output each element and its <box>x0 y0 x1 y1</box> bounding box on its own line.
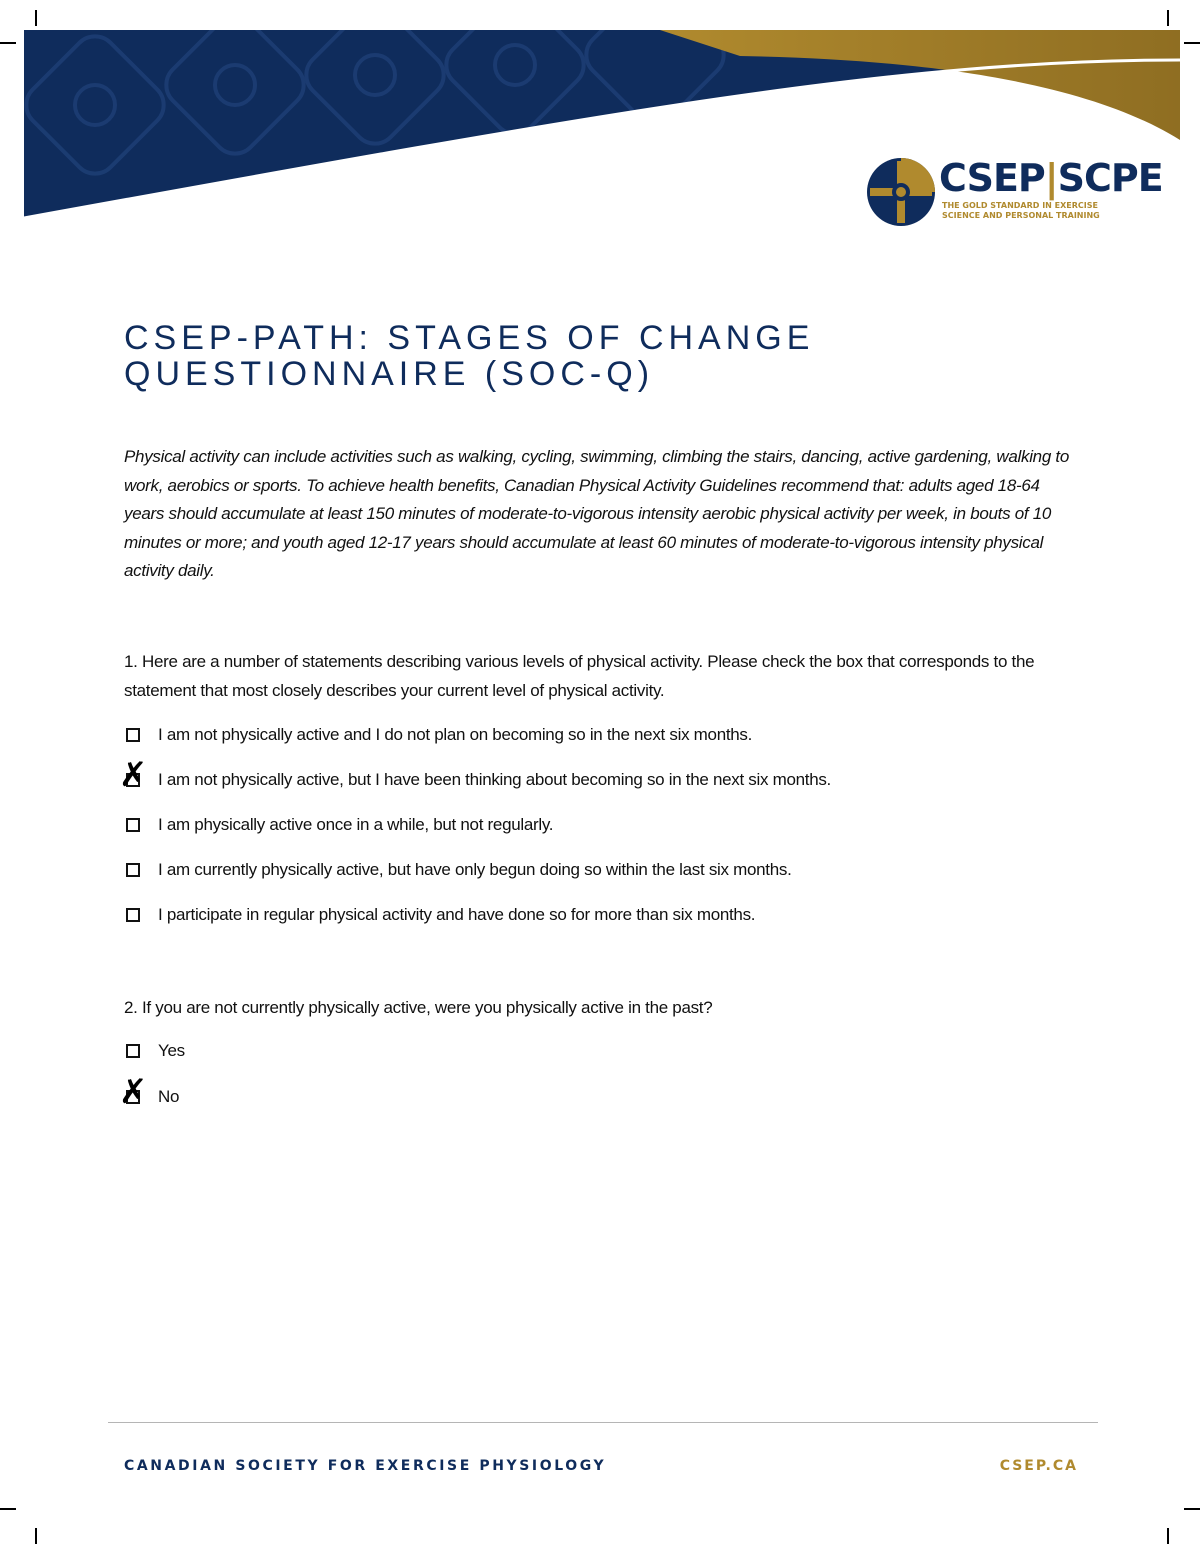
option-label: Yes <box>158 1041 185 1060</box>
checkbox[interactable] <box>126 863 140 877</box>
question-1-text: 1. Here are a number of statements describing various levels of physical activity. Please check the box that corresponds to the statement that most closely describes your current level of physical activity. <box>124 652 1035 700</box>
footer-website-link[interactable]: CSEP.CA <box>999 1458 1078 1474</box>
checkbox[interactable] <box>126 818 140 832</box>
question-1-option-4[interactable] <box>124 858 1124 882</box>
crop-mark <box>0 1508 16 1510</box>
checkbox[interactable] <box>126 908 140 922</box>
question-1-option-3[interactable] <box>124 813 1124 837</box>
logo-wordmark: CSEP|SCPE <box>939 156 1163 200</box>
checkbox[interactable] <box>126 1044 140 1058</box>
option-label: No <box>158 1087 180 1106</box>
logo-tagline: THE GOLD STANDARD IN EXERCISE SCIENCE AND PERSONAL TRAINING <box>942 201 1100 220</box>
intro-paragraph: Physical activity can include activities such as walking, cycling, swimming, climbing the stairs, dancing, active gardening, walking to work, aerobics or sports. To achieve health benefits, Canadian Physical Activity Guidelines recommend that: adults aged 18-64 years should accumulate at least 150 minutes of moderate-to-vigorous intensity aerobic physical activity per week, in bouts of 10 minutes or more; and youth aged 12-17 years should accumulate at least 60 minutes of moderate-to-vigorous intensity physical activity daily. <box>124 447 1069 580</box>
question-2-option-yes[interactable] <box>124 1039 1124 1063</box>
csep-logo[interactable] <box>866 156 1163 231</box>
csep-emblem-icon <box>866 157 936 227</box>
option-label: I participate in regular physical activity and have done so for more than six months. <box>158 905 756 924</box>
check-x-icon: ✗ <box>118 1072 148 1112</box>
question-1-option-2[interactable] <box>118 755 1124 795</box>
crop-mark <box>1184 1508 1200 1510</box>
option-label: I am not physically active and I do not plan on becoming so in the next six months. <box>158 725 753 744</box>
footer-organization: CANADIAN SOCIETY FOR EXERCISE PHYSIOLOGY <box>124 1458 607 1474</box>
check-x-icon: ✗ <box>118 755 148 795</box>
crop-mark <box>35 1528 37 1544</box>
page-title: CSEP-PATH: STAGES OF CHANGE QUESTIONNAIRE (SOC-Q) <box>124 319 815 393</box>
crop-mark <box>1167 1528 1169 1544</box>
option-label: I am physically active once in a while, but not regularly. <box>158 815 554 834</box>
option-label: I am currently physically active, but have only begun doing so within the last six months. <box>158 860 792 879</box>
question-2-option-no[interactable] <box>118 1072 1124 1112</box>
footer-divider <box>108 1422 1098 1423</box>
option-label: I am not physically active, but I have been thinking about becoming so in the next six months. <box>158 770 831 789</box>
question-2-text: 2. If you are not currently physically active, were you physically active in the past? <box>124 998 713 1017</box>
question-1-option-5[interactable] <box>124 903 1124 927</box>
checkbox[interactable] <box>126 728 140 742</box>
question-1-option-1[interactable] <box>124 723 1124 747</box>
